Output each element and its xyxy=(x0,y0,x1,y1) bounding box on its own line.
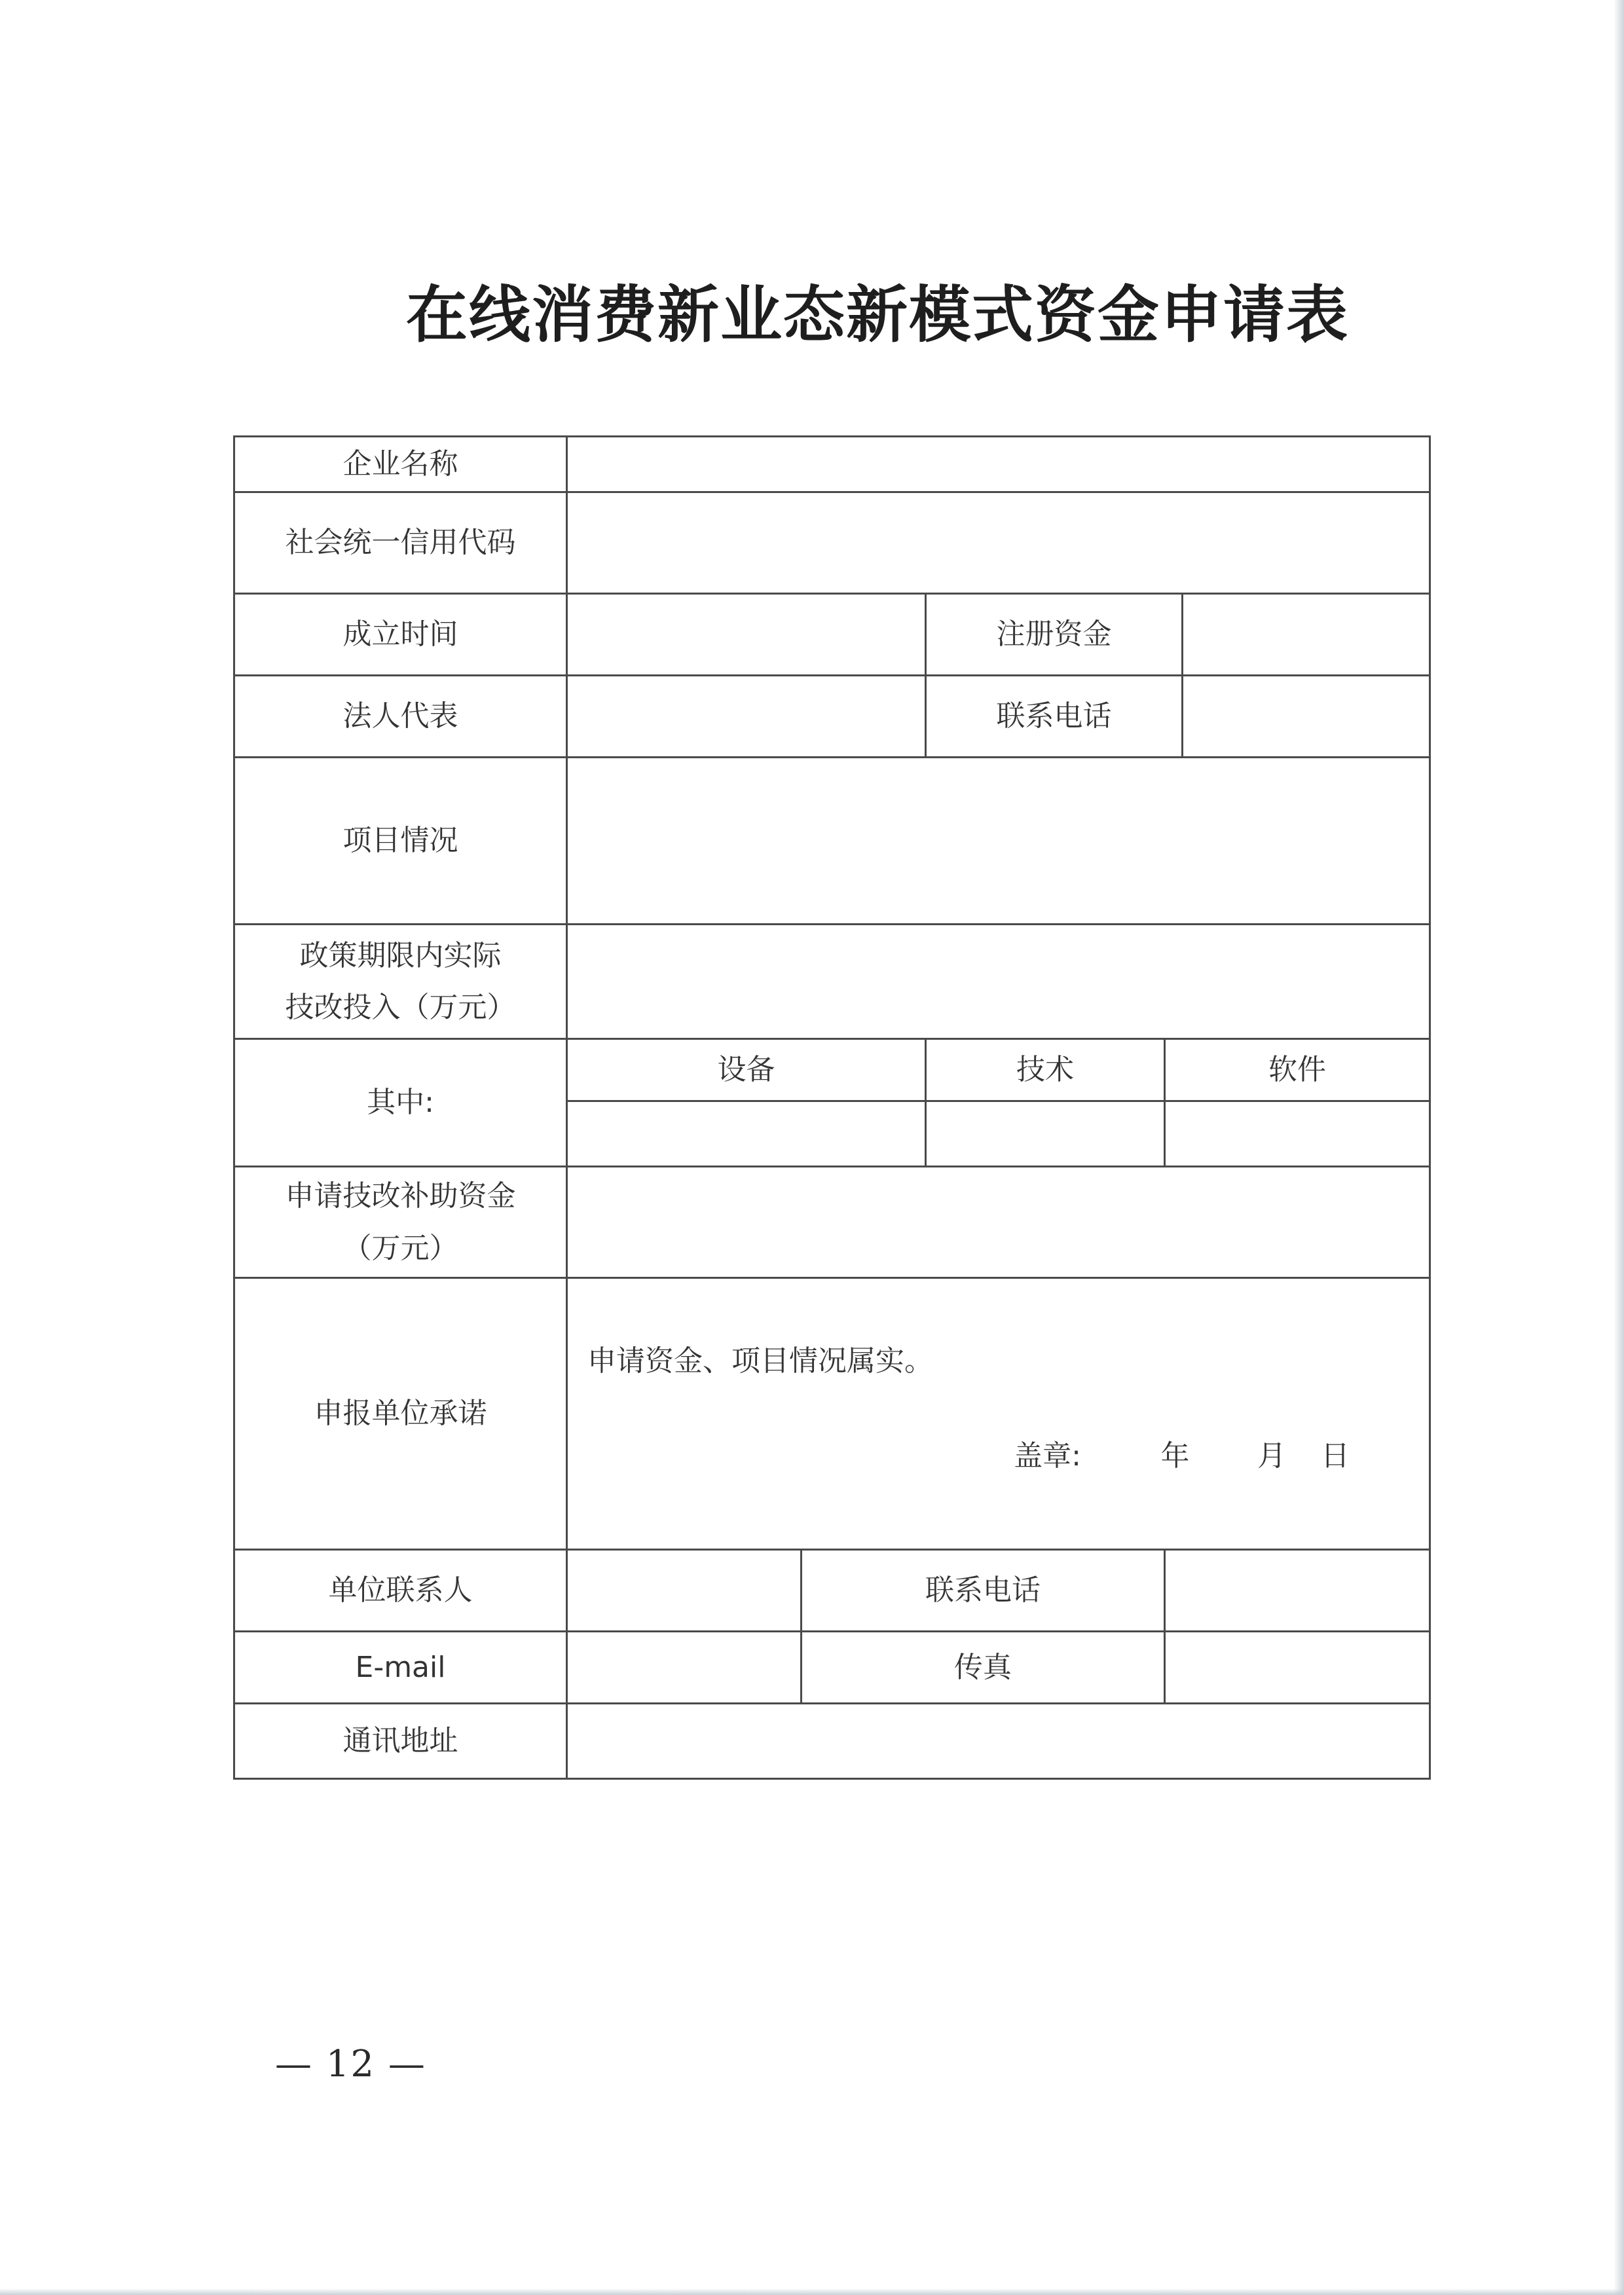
row-project xyxy=(234,758,1430,925)
row-company-name xyxy=(234,437,1430,492)
row-founded xyxy=(234,594,1430,676)
subsidy-label-line2: （万元） xyxy=(342,1231,458,1265)
investment-field[interactable] xyxy=(567,925,1430,1039)
row-email xyxy=(234,1632,1430,1704)
subsidy-label xyxy=(234,1167,567,1278)
registered-capital-field[interactable] xyxy=(1183,594,1430,676)
investment-label-line2: 技改投入（万元） xyxy=(285,991,516,1024)
contact-phone-field[interactable] xyxy=(1183,676,1430,758)
fax-label: 传真 xyxy=(802,1632,1165,1704)
address-label: 通讯地址 xyxy=(234,1704,567,1779)
row-pledge xyxy=(234,1278,1430,1550)
month-label: 月 xyxy=(1257,1439,1286,1473)
email-label: E-mail xyxy=(234,1632,567,1704)
software-field[interactable] xyxy=(1165,1101,1430,1167)
unit-phone-label: 联系电话 xyxy=(802,1550,1165,1632)
technology-field[interactable] xyxy=(926,1101,1165,1167)
unit-contact-field[interactable] xyxy=(567,1550,802,1632)
row-subsidy xyxy=(234,1167,1430,1278)
registered-capital-label: 注册资金 xyxy=(926,594,1183,676)
credit-code-label: 社会统一信用代码 xyxy=(234,492,567,594)
row-legal-rep xyxy=(234,676,1430,758)
technology-label: 技术 xyxy=(926,1039,1165,1101)
subsidy-label-line1: 申请技改补助资金 xyxy=(285,1179,516,1213)
pledge-cell xyxy=(567,1278,1430,1550)
equipment-field[interactable] xyxy=(567,1101,926,1167)
software-label: 软件 xyxy=(1165,1039,1430,1101)
seal-label: 盖章: xyxy=(1014,1439,1081,1473)
company-name-field[interactable] xyxy=(567,437,1430,492)
pledge-text: 申请资金、项目情况属实。 xyxy=(587,1344,933,1378)
unit-contact-label: 单位联系人 xyxy=(234,1550,567,1632)
company-name-label: 企业名称 xyxy=(234,437,567,492)
scan-bottom-shadow xyxy=(0,2288,1624,2295)
founded-label: 成立时间 xyxy=(234,594,567,676)
row-address xyxy=(234,1704,1430,1779)
breakdown-label: 其中: xyxy=(234,1039,567,1167)
founded-field[interactable] xyxy=(567,594,926,676)
subsidy-field[interactable] xyxy=(567,1167,1430,1278)
row-breakdown-header xyxy=(234,1039,1430,1101)
page-number: — 12 — xyxy=(275,2043,426,2085)
email-field[interactable] xyxy=(567,1632,802,1704)
project-field[interactable] xyxy=(567,758,1430,925)
application-form-table xyxy=(233,435,1431,1780)
legal-rep-label: 法人代表 xyxy=(234,676,567,758)
pledge-label: 申报单位承诺 xyxy=(234,1278,567,1550)
project-label: 项目情况 xyxy=(234,758,567,925)
fax-field[interactable] xyxy=(1165,1632,1430,1704)
address-field[interactable] xyxy=(567,1704,1430,1779)
row-unit-contact xyxy=(234,1550,1430,1632)
row-investment xyxy=(234,925,1430,1039)
seal-date-line xyxy=(967,1439,1350,1474)
investment-label-line1: 政策期限内实际 xyxy=(299,938,502,972)
legal-rep-field[interactable] xyxy=(567,676,926,758)
day-label: 日 xyxy=(1321,1439,1350,1473)
year-label: 年 xyxy=(1160,1439,1190,1473)
credit-code-field[interactable] xyxy=(567,492,1430,594)
unit-phone-field[interactable] xyxy=(1165,1550,1430,1632)
equipment-label: 设备 xyxy=(567,1039,926,1101)
form-title: 在线消费新业态新模式资金申请表 xyxy=(405,279,1349,351)
row-credit-code xyxy=(234,492,1430,594)
contact-phone-label: 联系电话 xyxy=(926,676,1183,758)
investment-label xyxy=(234,925,567,1039)
